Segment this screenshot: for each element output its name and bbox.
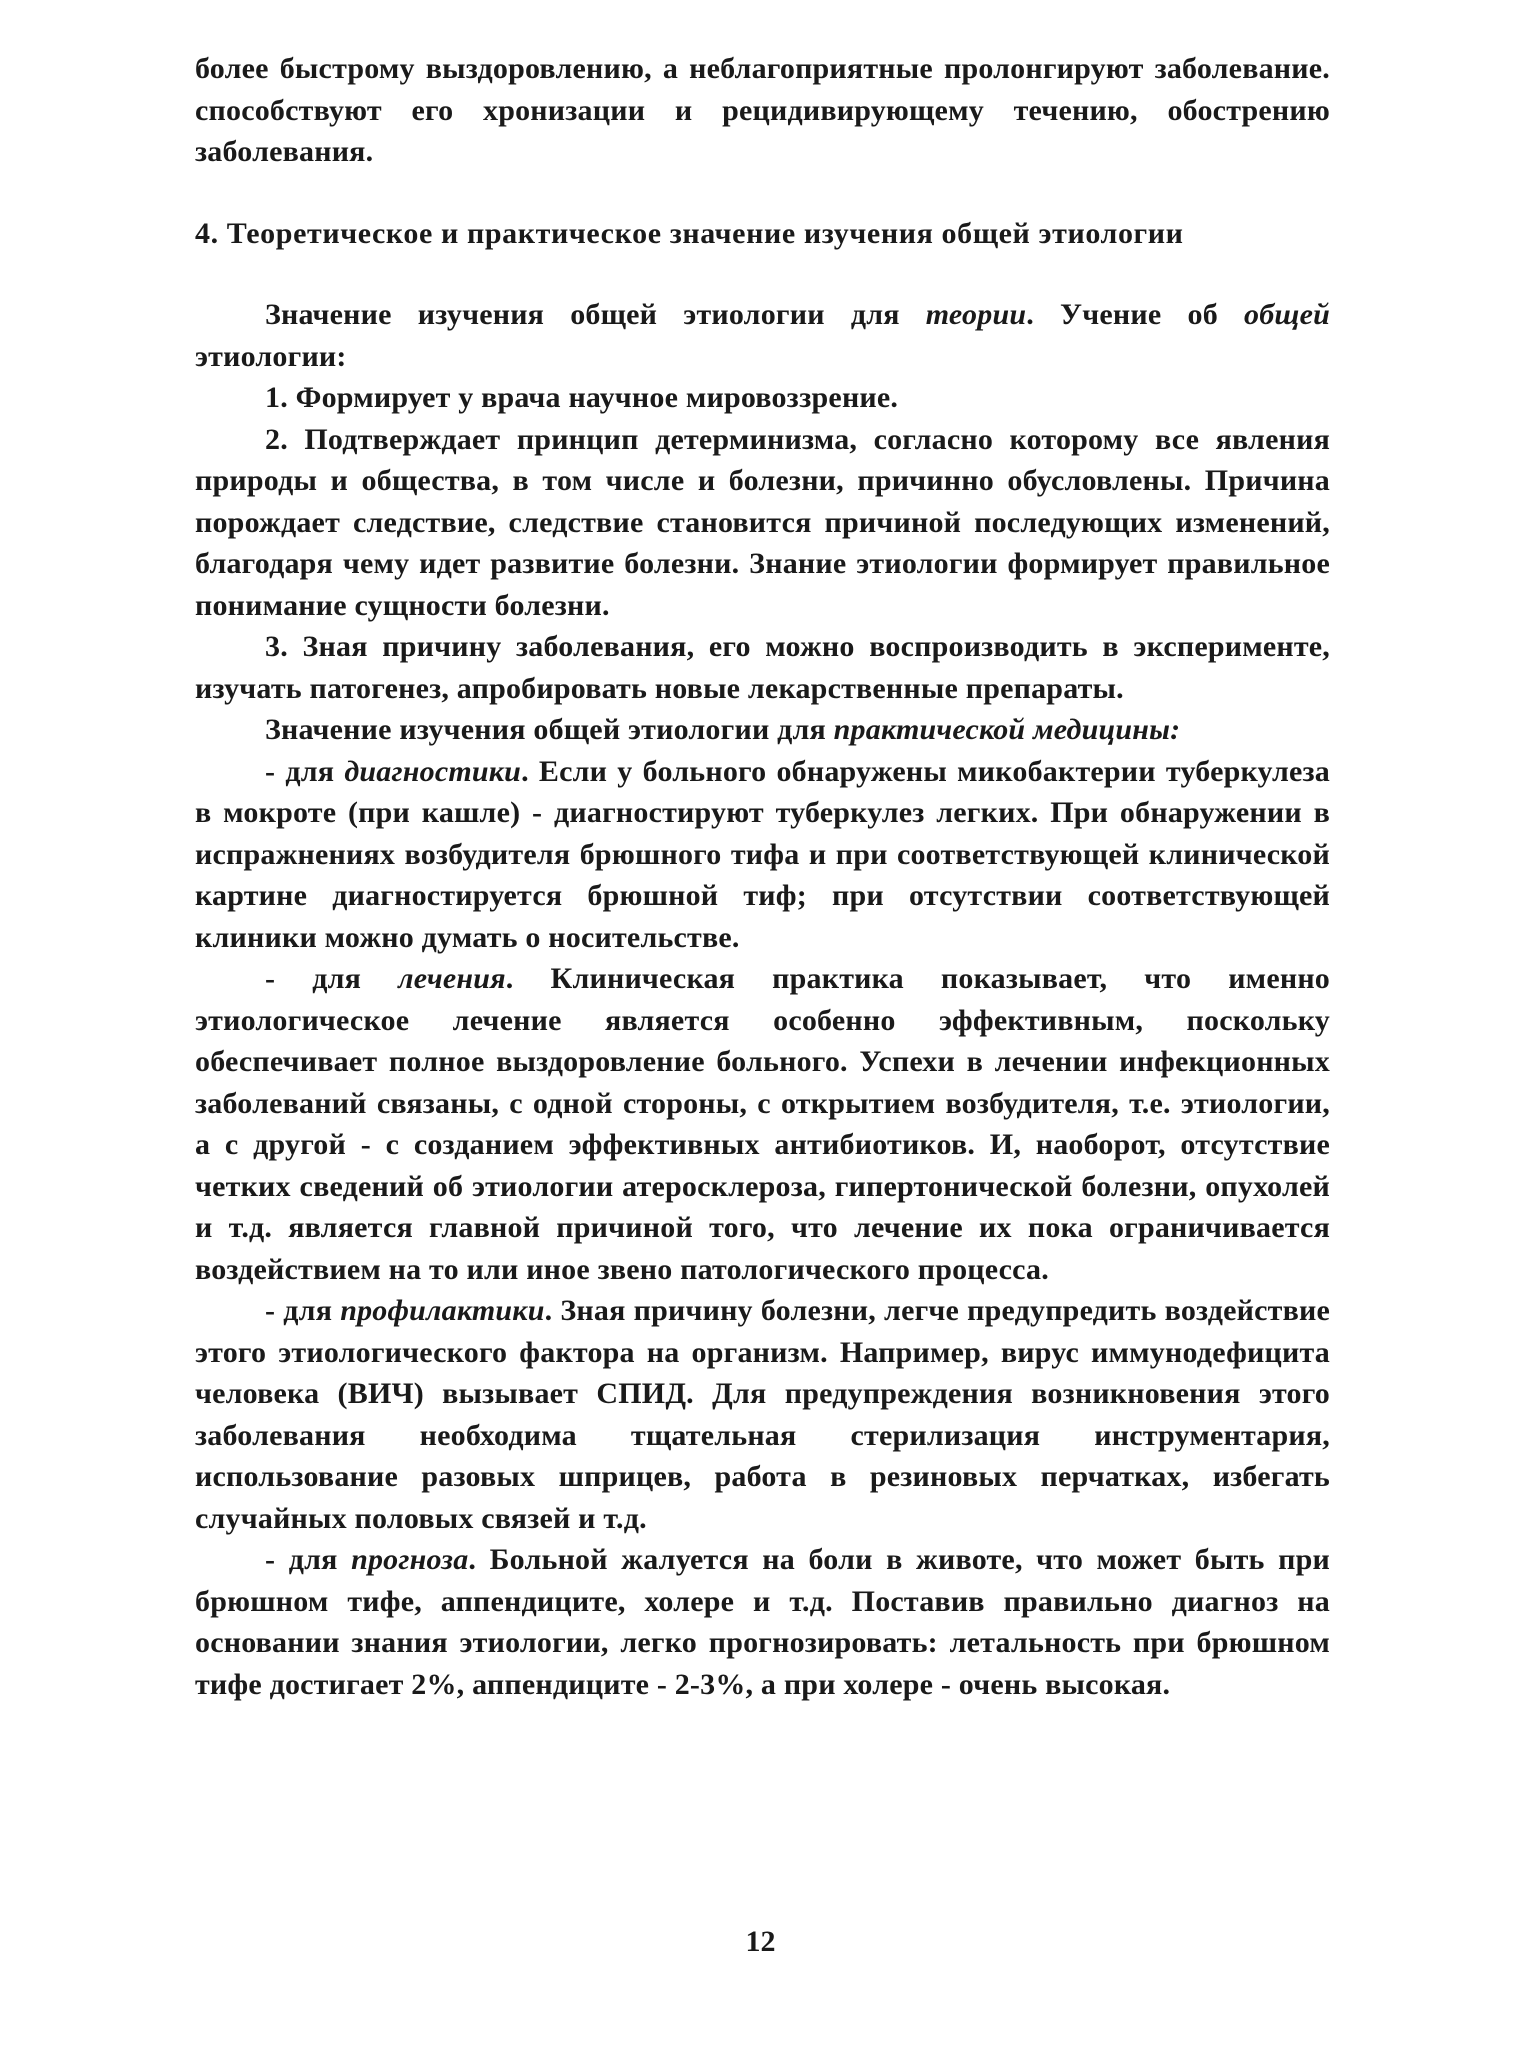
text-run: этиологии: xyxy=(195,339,347,373)
text-run: . Зная причину болезни, легче предупредить воздействие этого этиологического фактора на организм. Например, вирус иммунодефицита человека (ВИЧ) вызывает СПИД. Для предупреждения возникновения этого заболевания необходима тщательная стерилизация инструментария, использование разовых шприцев, работа в резиновых перчатках, избегать случайных половых связей и т.д. xyxy=(195,1294,1330,1535)
text-run: Значение изучения общей этиологии для xyxy=(265,713,834,746)
paragraph-prevention xyxy=(195,1290,1330,1539)
emphasis-prognosis: прогноза xyxy=(351,1543,469,1576)
list-item-1: 1. Формирует у врача научное мировоззрение. xyxy=(265,381,899,414)
text-run: - для xyxy=(265,962,399,995)
emphasis-treatment: лечения xyxy=(398,962,506,995)
emphasis-prevention: профилактики xyxy=(340,1294,545,1327)
paragraph-theory-intro xyxy=(195,294,1330,377)
text-run: Значение изучения общей этиологии для xyxy=(265,298,926,331)
emphasis-theory: теории xyxy=(925,298,1027,331)
text-run: . Больной жалуется на боли в животе, что может быть при брюшном тифе, аппендиците, холере и т.д. Поставив правильно диагноз на основании знания этиологии, легко прогнозировать: летальность при брюшном тифе достигает 2%, аппендиците - 2-3%, а при холере - очень высокая. xyxy=(195,1543,1330,1701)
page-body xyxy=(195,48,1330,1705)
paragraph-diagnostics xyxy=(195,751,1330,959)
text-run: . Если у больного обнаружены микобактерии туберкулеза в мокроте (при кашле) - диагностируют туберкулез легких. При обнаружении в испражнениях возбудителя брюшного тифа и при соответствующей клинической картине диагностируется брюшной тиф; при отсутствии соответствующей клиники можно думать о носительстве. xyxy=(195,754,1330,954)
text-run: . Клиническая практика показывает, что именно этиологическое лечение является особенно эффективным, поскольку обеспечивает полное выздоровление больного. Успехи в лечении инфекционных заболеваний связаны, с одной стороны, с открытием возбудителя, т.е. этиологии, а с другой - с созданием эффективных антибиотиков. И, наоборот, отсутствие четких сведений об этиологии атеросклероза, гипертонической болезни, опухолей и т.д. является главной причиной того, что лечение их пока ограничивается воздействием на то или иное звено патологического процесса. xyxy=(195,962,1331,1286)
paragraph-prognosis xyxy=(195,1539,1330,1705)
emphasis-practical-medicine: практической медицины: xyxy=(833,713,1181,746)
page-number: 12 xyxy=(745,1925,776,1958)
emphasis-diagnostics: диагностики xyxy=(344,754,522,788)
paragraph-intro-continuation: более быстрому выздоровлению, а неблагоприятные пролонгируют заболевание. способствуют его хронизации и рецидивирующему течению, обострению заболевания. xyxy=(195,52,1330,168)
list-item-2: 2. Подтверждает принцип детерминизма, согласно которому все явления природы и общества, в том числе и болезни, причинно обусловлены. Причина порождает следствие, следствие становится причиной последующих изменений, благодаря чему идет развитие болезни. Знание этиологии формирует правильное понимание сущности болезни. xyxy=(195,422,1330,622)
text-run: - для xyxy=(265,1294,341,1327)
emphasis-general: общей xyxy=(1244,298,1330,331)
section-heading: 4. Теоретическое и практическое значение изучения общей этиологии xyxy=(195,216,1184,250)
paragraph-practice-intro xyxy=(195,709,1330,751)
text-run: . Учение об xyxy=(1026,298,1245,331)
list-item-3: 3. Зная причину заболевания, его можно воспроизводить в эксперименте, изучать патогенез, апробировать новые лекарственные препараты. xyxy=(195,630,1330,705)
paragraph-treatment xyxy=(195,958,1330,1290)
text-run: - для xyxy=(265,754,345,788)
text-run: - для xyxy=(265,1543,352,1576)
